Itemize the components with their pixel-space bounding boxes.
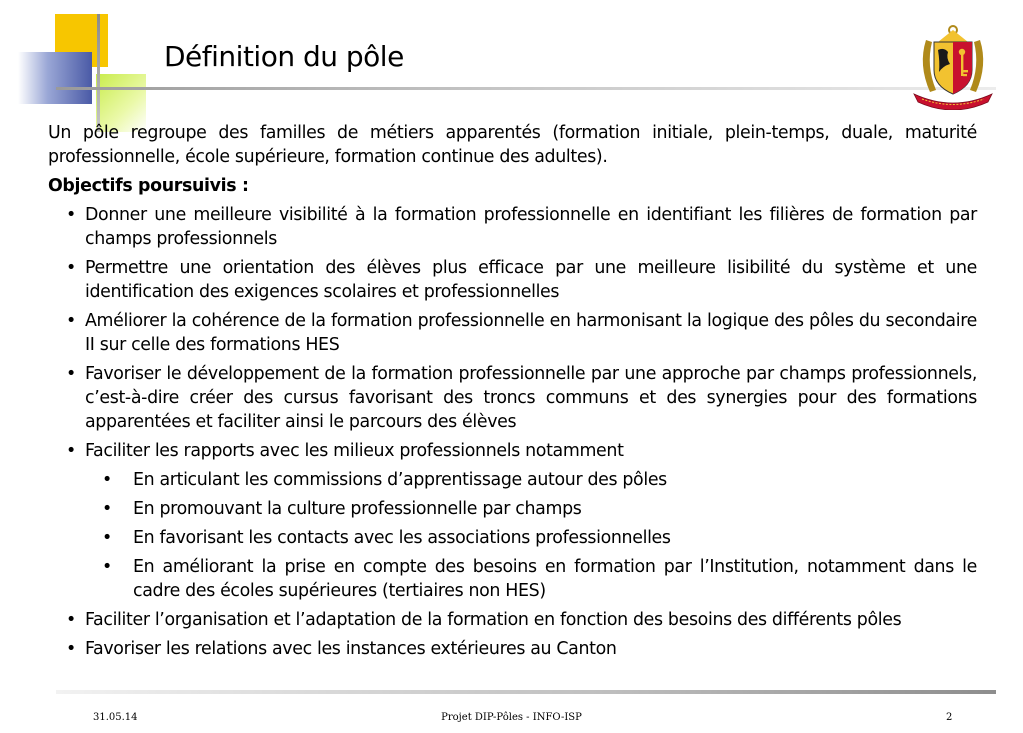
sub-list-item — [85, 526, 977, 550]
bullet-icon: • — [66, 311, 76, 331]
list-item-text: Faciliter l’organisation et l’adaptation de la formation en fonction des besoins des différents pôles — [85, 610, 902, 630]
intro-paragraph: Un pôle regroupe des familles de métiers apparentés (formation initiale, plein-temps, duale, maturité professionnelle, école supérieure, formation continue des adultes). — [48, 123, 977, 167]
sub-list-item — [85, 468, 977, 492]
decor-blue-square — [18, 52, 92, 104]
list-item-text: Améliorer la cohérence de la formation professionnelle en harmonisant la logique des pôles du secondaire II sur celle des formations HES — [85, 311, 977, 355]
sub-list-item — [85, 555, 977, 603]
list-item — [48, 256, 977, 304]
list-item — [48, 203, 977, 251]
title-divider — [56, 87, 996, 90]
bullet-icon: • — [66, 610, 76, 630]
slide-body — [48, 121, 977, 666]
bullet-icon: • — [66, 441, 76, 461]
list-item — [48, 362, 977, 434]
footer-divider — [56, 690, 996, 694]
bullet-icon: • — [66, 364, 76, 384]
sub-list-item — [85, 497, 977, 521]
bullet-icon: • — [66, 205, 76, 225]
sub-bullet-icon: • — [102, 499, 112, 519]
sub-list-item-text: En améliorant la prise en compte des besoins en formation par l’Institution, notamment dans le cadre des écoles supérieures (tertiaires non HES) — [133, 557, 977, 601]
list-item-text: Donner une meilleure visibilité à la formation professionnelle en identifiant les filières de formation par champs professionnels — [85, 205, 977, 249]
list-item — [48, 439, 977, 603]
footer-title: Projet DIP-Pôles - INFO-ISP — [441, 712, 582, 723]
footer-date: 31.05.14 — [93, 712, 138, 723]
list-item-text: Permettre une orientation des élèves plus efficace par une meilleure lisibilité du système et une identification des exigences scolaires et professionnelles — [85, 258, 977, 302]
objectives-list — [48, 203, 977, 661]
sub-list-item-text: En favorisant les contacts avec les associations professionnelles — [133, 528, 671, 548]
list-item-text: Favoriser les relations avec les instances extérieures au Canton — [85, 639, 617, 659]
objectives-heading: Objectifs poursuivis : — [48, 176, 249, 196]
list-item — [48, 637, 977, 661]
list-item — [48, 608, 977, 632]
bullet-icon: • — [66, 639, 76, 659]
list-item-text: Faciliter les rapports avec les milieux professionnels notamment — [85, 441, 624, 461]
list-item — [48, 309, 977, 357]
geneva-crest-icon — [908, 20, 998, 110]
sub-list — [85, 468, 977, 603]
decor-vertical-line — [97, 14, 100, 132]
sub-list-item-text: En promouvant la culture professionnelle par champs — [133, 499, 582, 519]
page-number: 2 — [946, 712, 953, 723]
sub-bullet-icon: • — [102, 470, 112, 490]
bullet-icon: • — [66, 258, 76, 278]
list-item-text: Favoriser le développement de la formation professionnelle par une approche par champs professionnels, c’est-à-dire créer des cursus favorisant des troncs communs et des synergies pour des formations apparentées et faciliter ainsi le parcours des élèves — [85, 364, 977, 432]
sub-list-item-text: En articulant les commissions d’apprentissage autour des pôles — [133, 470, 667, 490]
sub-bullet-icon: • — [102, 528, 112, 548]
slide-title: Définition du pôle — [164, 40, 404, 73]
sub-bullet-icon: • — [102, 557, 112, 577]
